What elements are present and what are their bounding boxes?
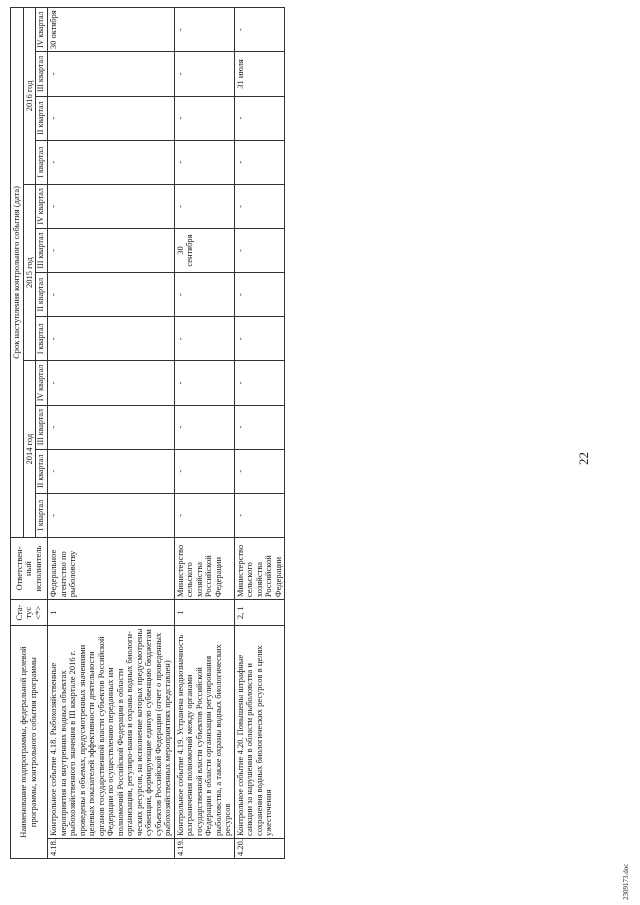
table-header	[11, 8, 48, 859]
row-cell: -	[47, 96, 174, 140]
row-number: 4.20.	[234, 838, 285, 858]
header-quarter: II квартал	[36, 449, 48, 493]
row-cell: -	[174, 184, 234, 228]
footer-filename: 2309173.doc	[622, 863, 630, 900]
row-cell: -	[234, 140, 285, 184]
row-cell: -	[174, 273, 234, 317]
table-row	[174, 8, 234, 859]
row-cell: -	[47, 52, 174, 96]
header-quarter: II квартал	[36, 96, 48, 140]
header-year-2016: 2016 год	[23, 8, 36, 185]
row-cell: -	[47, 140, 174, 184]
row-executor: Федеральное агентство по рыболовству	[47, 537, 174, 599]
header-quarter: III квартал	[36, 52, 48, 96]
row-status: 2, 1	[234, 600, 285, 626]
row-cell: -	[47, 317, 174, 361]
row-executor: Министерство сельского хозяйства Российской Федерации	[234, 537, 285, 599]
row-cell: -	[234, 96, 285, 140]
row-cell: -	[47, 493, 174, 537]
header-quarter: II квартал	[36, 273, 48, 317]
row-cell: -	[174, 52, 234, 96]
header-quarter: III квартал	[36, 405, 48, 449]
row-cell: -	[174, 493, 234, 537]
row-executor: Министерство сельского хозяйства Российской Федерации	[174, 537, 234, 599]
header-deadline: Срок наступления контрольного события (дата)	[11, 8, 24, 538]
row-cell: -	[47, 405, 174, 449]
header-status: Ста-тус <*>	[11, 600, 48, 626]
row-number: 4.19.	[174, 838, 234, 858]
header-quarter: I квартал	[36, 140, 48, 184]
table-row	[47, 8, 174, 859]
header-quarter: III квартал	[36, 228, 48, 272]
page-number: 22	[576, 452, 591, 465]
row-status: 1	[47, 600, 174, 626]
row-number: 4.18.	[47, 838, 174, 858]
header-year-2014: 2014 год	[23, 361, 36, 538]
header-quarter: I квартал	[36, 493, 48, 537]
row-cell: -	[47, 361, 174, 405]
row-name: Контрольное событие 4.18. Рыбохозяйственные мероприятия на внутренних водных объектах рыбохозяйственного значения в III квартале 2016 г. проведены в объемах, предусмотренных значениями целевых показателей эффективности деятельности органов государственной власти субъектов Российской Федерации по осуществлению переданных им полномочий Российской Федерации в области организации, регулиро-вания и охраны водных биологи-ческих ресурсов, на исполнение которых предусмотрены субвенции, формирующие единую субвенцию бюджетам субъектов Российской Федерации (отчет о проведенных рыбохозяйственных мероприятиях представлен)	[47, 626, 174, 839]
row-cell: -	[47, 449, 174, 493]
row-cell: -	[174, 96, 234, 140]
header-quarter: I квартал	[36, 317, 48, 361]
row-cell: -	[234, 449, 285, 493]
row-cell: -	[234, 184, 285, 228]
control-events-table	[10, 7, 285, 859]
row-cell: -	[174, 317, 234, 361]
row-cell: -	[174, 405, 234, 449]
row-cell: -	[234, 361, 285, 405]
row-cell: -	[234, 228, 285, 272]
row-cell: -	[234, 405, 285, 449]
header-executor: Ответствен-ный исполнитель	[11, 537, 48, 599]
row-cell-date: 31 июля	[234, 52, 285, 96]
header-quarter: IV квартал	[36, 8, 48, 52]
row-name: Контрольное событие 4.19. Устранена неоднозначность разграничения полномочий между органами государственной власти субъектов Российской Федерации в области организации регулирования рыболовства, а также охраны водных биологических ресурсов	[174, 626, 234, 839]
row-cell-date: 30 сентября	[174, 228, 234, 272]
header-name: Наименование подпрограммы, федеральной целевой программы, контрольного события программы	[11, 626, 48, 859]
row-cell: -	[234, 317, 285, 361]
row-cell: -	[174, 8, 234, 52]
header-quarter: IV квартал	[36, 184, 48, 228]
row-status: 1	[174, 600, 234, 626]
row-name: Контрольное событие 4.20. Повышены штрафные санкции за нарушения в области рыболовства и сохранения водных биологических ресурсов в целях ужесточения	[234, 626, 285, 839]
row-cell: -	[174, 361, 234, 405]
row-cell: -	[47, 273, 174, 317]
header-year-2015: 2015 год	[23, 184, 36, 361]
row-cell: -	[47, 228, 174, 272]
row-cell: -	[234, 273, 285, 317]
row-cell: -	[234, 493, 285, 537]
row-cell: -	[47, 184, 174, 228]
row-cell: -	[174, 449, 234, 493]
header-quarter: IV квартал	[36, 361, 48, 405]
row-cell: -	[234, 8, 285, 52]
table-row	[234, 8, 285, 859]
row-cell: -	[174, 140, 234, 184]
row-cell-date: 30 октября	[47, 8, 174, 52]
